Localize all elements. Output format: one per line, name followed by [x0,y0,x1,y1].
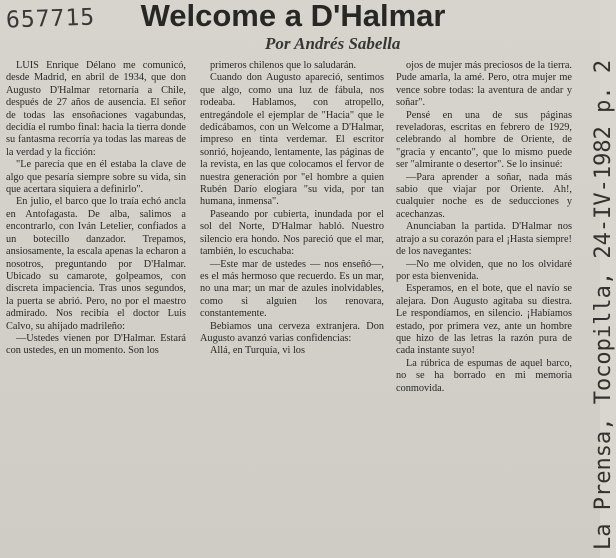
paragraph: En julio, el barco que lo traía echó ancla en Antofagasta. De alba, salimos a encontrarlo, con Iván Letelier, confiados a un botecillo danzador. Trepamos, ansiosamente, la escala apenas la echaron a nosotros, preguntando por D'Halmar. Ubicado su camarote, golpeamos, con discreta impaciencia. Tras unos segundos, la puerta se abrió. Pero, no por el maestro admirado. Nos recibía el doctor Luis Calvo, su ahijado madrileño: [6,196,186,332]
paragraph: primeros chilenos que lo saludarán. [210,60,357,71]
paragraph: —Este mar de ustedes — nos enseñó—, es el más hermoso que recuerdo. Es un mar, no una mar; un mar de azules inolvidables, como si alguien los renovara, constantemente. [200,258,384,320]
paragraph: Pensé en una de sus páginas reveladoras, escritas en febrero de 1929, celebrando al hombre de Oriente, de "gracia y encanto", que lo mismo puede ser "almirante o desertor". Se lo insinué: [396,109,572,171]
paragraph: Bebiamos una cerveza extranjera. Don Augusto avanzó varias confidencias: [200,320,384,344]
paragraph: Paseando por cubierta, inundada por el sol del Norte, D'Halmar habló. Nuestro silencio era hondo. Nos pareció que el mar, también, lo escuchaba: [200,208,384,258]
paragraph: ojos de mujer más preciosos de la tierra. Pude amarla, la amé. Pero, otra mujer me vence sobre todas: la aventura de andar y soñar". [396,60,572,109]
paragraph: La rúbrica de espumas de aquel barco, no se ha borrado en mi memoria conmovida. [396,357,572,394]
handwritten-source-note [565,59,616,550]
paragraph: LUIS Enrique Délano me comunicó, desde Madrid, en abril de 1934, que don Augusto D'Halmar retornaría a Chile, después de 27 años de ausencia. El señor de todas las ensoñaciones vagabundas, decidía el rumbo final: hacia la tierra donde su fantasma recorría ya todas las mareas de la verdad y la ficción: [6,60,186,158]
archive-number-stamp: 657715 [5,4,96,34]
paragraph: —Ustedes vienen por D'Halmar. Estará con ustedes, en un momento. Son los [6,332,186,357]
article-column-2 [200,60,384,358]
article-title: Welcome a D'Halmar [140,0,446,33]
paragraph: Cuando don Augusto apareció, sentimos que algo, como una luz de fábula, nos rodeaba. Hablamos, con atropello, entregándole el ejemplar de "Hacia" que le dedicábamos, con un Welcome a D'Halmar, impreso en tinta verdemar. El escritor sonrió, hojeando, lentamente, las páginas de la revista, en las que colocamos el fervor de nuestra generación por "el hombre a quien Rubén Darío elogiara "su vida, por tan humana, inmensa". [200,72,384,208]
paragraph: Allá, en Turquía, vi los [210,345,305,357]
article-column-1 [6,60,186,358]
article-column-3 [396,60,572,395]
paragraph: —Para aprender a soñar, nada más sabio que viajar por Oriente. Ah!, cualquier noche es de seducciones y acechanzas. [396,171,572,220]
source-note-text: La Prensa, Tocopilla, 24-IV-1982 p. 2 [591,59,616,550]
paragraph: "Le parecía que en él estaba la clave de algo que pesaría siempre sobre su vida, sin que acertara siquiera a definirlo". [6,159,186,196]
paragraph: —No me olviden, que no los olvidaré por esta bienvenida. [396,258,572,282]
paragraph: Anunciaban la partida. D'Halmar nos atrajo a su corazón para el ¡Hasta siempre! de los navegantes: [396,221,572,258]
paragraph: Esperamos, en el bote, que el navío se alejara. Don Augusto agitaba su diestra. Le respondíamos, en silencio. ¡Habíamos estado, por primera vez, ante un hombre que hizo de las letras la razón pura de cada instante suyo! [396,283,572,357]
article-byline: Por Andrés Sabella [265,34,401,53]
